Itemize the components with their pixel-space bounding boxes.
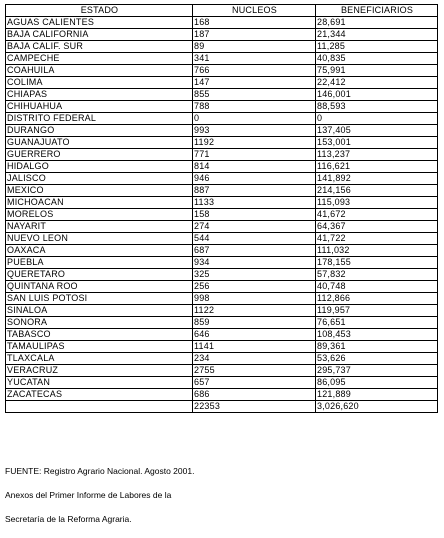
cell-nucleos: 766	[193, 65, 316, 77]
cell-nucleos: 1133	[193, 197, 316, 209]
table-row	[6, 305, 438, 317]
table-row	[6, 245, 438, 257]
header-beneficiarios: BENEFICIARIOS	[316, 5, 438, 17]
cell-estado: JALISCO	[6, 173, 193, 185]
cell-beneficiarios: 153,001	[316, 137, 438, 149]
cell-beneficiarios: 64,367	[316, 221, 438, 233]
table-row	[6, 17, 438, 29]
table-row	[6, 269, 438, 281]
cell-beneficiarios: 0	[316, 113, 438, 125]
cell-estado: OAXACA	[6, 245, 193, 257]
cell-nucleos: 168	[193, 17, 316, 29]
cell-beneficiarios: 295,737	[316, 365, 438, 377]
cell-beneficiarios: 21,344	[316, 29, 438, 41]
table-row	[6, 149, 438, 161]
cell-nucleos: 325	[193, 269, 316, 281]
cell-beneficiarios: 112,866	[316, 293, 438, 305]
cell-nucleos: 934	[193, 257, 316, 269]
cell-estado: CAMPECHE	[6, 53, 193, 65]
table-row	[6, 233, 438, 245]
cell-estado: DURANGO	[6, 125, 193, 137]
header-nucleos: NUCLEOS	[193, 5, 316, 17]
table-row	[6, 185, 438, 197]
cell-estado: MEXICO	[6, 185, 193, 197]
cell-beneficiarios: 214,156	[316, 185, 438, 197]
cell-nucleos: 998	[193, 293, 316, 305]
cell-nucleos: 771	[193, 149, 316, 161]
cell-nucleos: 341	[193, 53, 316, 65]
source-note-line: Anexos del Primer Informe de Labores de la	[5, 490, 172, 500]
cell-nucleos: 646	[193, 329, 316, 341]
table-row	[6, 89, 438, 101]
cell-beneficiarios: 116,621	[316, 161, 438, 173]
table-row	[6, 329, 438, 341]
table-row	[6, 353, 438, 365]
cell-estado: ZACATECAS	[6, 389, 193, 401]
table-row	[6, 197, 438, 209]
cell-beneficiarios: 40,835	[316, 53, 438, 65]
cell-estado: TLAXCALA	[6, 353, 193, 365]
cell-nucleos: 855	[193, 89, 316, 101]
cell-beneficiarios: 22,412	[316, 77, 438, 89]
source-notes	[5, 466, 194, 538]
cell-nucleos: 89	[193, 41, 316, 53]
cell-beneficiarios: 41,672	[316, 209, 438, 221]
cell-estado: BAJA CALIF. SUR	[6, 41, 193, 53]
table-row	[6, 113, 438, 125]
cell-beneficiarios: 121,889	[316, 389, 438, 401]
header-estado: ESTADO	[6, 5, 193, 17]
cell-estado: TAMAULIPAS	[6, 341, 193, 353]
cell-nucleos: 1192	[193, 137, 316, 149]
table-row	[6, 29, 438, 41]
cell-estado: QUERETARO	[6, 269, 193, 281]
table-row	[6, 77, 438, 89]
cell-beneficiarios: 108,453	[316, 329, 438, 341]
cell-beneficiarios: 57,832	[316, 269, 438, 281]
cell-beneficiarios: 86,095	[316, 377, 438, 389]
cell-beneficiarios: 88,593	[316, 101, 438, 113]
cell-estado: COLIMA	[6, 77, 193, 89]
cell-beneficiarios: 41,722	[316, 233, 438, 245]
cell-estado: YUCATAN	[6, 377, 193, 389]
cell-nucleos: 687	[193, 245, 316, 257]
cell-estado	[6, 401, 193, 413]
cell-beneficiarios: 137,405	[316, 125, 438, 137]
cell-estado: SONORA	[6, 317, 193, 329]
cell-estado: QUINTANA ROO	[6, 281, 193, 293]
cell-estado: AGUAS CALIENTES	[6, 17, 193, 29]
cell-beneficiarios: 113,237	[316, 149, 438, 161]
table-row	[6, 41, 438, 53]
cell-beneficiarios: 76,651	[316, 317, 438, 329]
cell-beneficiarios: 11,285	[316, 41, 438, 53]
cell-estado: VERACRUZ	[6, 365, 193, 377]
source-note-line: Secretaría de la Reforma Agraria.	[5, 514, 132, 524]
cell-beneficiarios: 40,748	[316, 281, 438, 293]
cell-estado: CHIAPAS	[6, 89, 193, 101]
cell-beneficiarios: 141,892	[316, 173, 438, 185]
cell-estado: MICHOACAN	[6, 197, 193, 209]
table-row	[6, 125, 438, 137]
cell-beneficiarios: 75,991	[316, 65, 438, 77]
table-row	[6, 317, 438, 329]
table-row	[6, 137, 438, 149]
cell-nucleos: 887	[193, 185, 316, 197]
table-row	[6, 257, 438, 269]
cell-nucleos: 686	[193, 389, 316, 401]
cell-nucleos: 859	[193, 317, 316, 329]
cell-estado: TABASCO	[6, 329, 193, 341]
cell-beneficiarios: 146,001	[316, 89, 438, 101]
cell-nucleos: 147	[193, 77, 316, 89]
cell-nucleos: 0	[193, 113, 316, 125]
cell-nucleos: 1141	[193, 341, 316, 353]
data-table-container	[5, 4, 438, 413]
cell-estado: SAN LUIS POTOSI	[6, 293, 193, 305]
cell-nucleos: 946	[193, 173, 316, 185]
cell-nucleos: 274	[193, 221, 316, 233]
cell-nucleos: 234	[193, 353, 316, 365]
cell-estado: DISTRITO FEDERAL	[6, 113, 193, 125]
cell-estado: NAYARIT	[6, 221, 193, 233]
table-row	[6, 65, 438, 77]
cell-estado: MORELOS	[6, 209, 193, 221]
source-note-line: FUENTE: Registro Agrario Nacional. Agosto 2001.	[5, 466, 195, 476]
table-row	[6, 53, 438, 65]
cell-beneficiarios: 28,691	[316, 17, 438, 29]
total-row	[6, 401, 438, 413]
table-row	[6, 365, 438, 377]
table-row	[6, 389, 438, 401]
table-row	[6, 293, 438, 305]
table-row	[6, 173, 438, 185]
cell-nucleos: 993	[193, 125, 316, 137]
table-row	[6, 341, 438, 353]
table-row	[6, 101, 438, 113]
cell-estado: GUANAJUATO	[6, 137, 193, 149]
table-row	[6, 161, 438, 173]
table-row	[6, 377, 438, 389]
cell-estado: COAHUILA	[6, 65, 193, 77]
cell-estado: SINALOA	[6, 305, 193, 317]
cell-nucleos: 814	[193, 161, 316, 173]
cell-beneficiarios: 89,361	[316, 341, 438, 353]
cell-nucleos: 2755	[193, 365, 316, 377]
cell-estado: GUERRERO	[6, 149, 193, 161]
cell-beneficiarios: 119,957	[316, 305, 438, 317]
cell-nucleos: 657	[193, 377, 316, 389]
cell-estado: HIDALGO	[6, 161, 193, 173]
cell-nucleos: 788	[193, 101, 316, 113]
table-row	[6, 221, 438, 233]
cell-estado: NUEVO LEON	[6, 233, 193, 245]
cell-beneficiarios: 115,093	[316, 197, 438, 209]
cell-beneficiarios: 3,026,620	[316, 401, 438, 413]
cell-estado: BAJA CALIFORNIA	[6, 29, 193, 41]
cell-beneficiarios: 111,032	[316, 245, 438, 257]
cell-nucleos: 544	[193, 233, 316, 245]
cell-beneficiarios: 178,155	[316, 257, 438, 269]
cell-nucleos: 158	[193, 209, 316, 221]
cell-estado: CHIHUAHUA	[6, 101, 193, 113]
cell-beneficiarios: 53,626	[316, 353, 438, 365]
cell-nucleos: 22353	[193, 401, 316, 413]
cell-nucleos: 187	[193, 29, 316, 41]
beneficiaries-table	[5, 4, 438, 413]
cell-nucleos: 1122	[193, 305, 316, 317]
table-row	[6, 281, 438, 293]
cell-nucleos: 256	[193, 281, 316, 293]
table-row	[6, 209, 438, 221]
cell-estado: PUEBLA	[6, 257, 193, 269]
header-row	[6, 5, 438, 17]
